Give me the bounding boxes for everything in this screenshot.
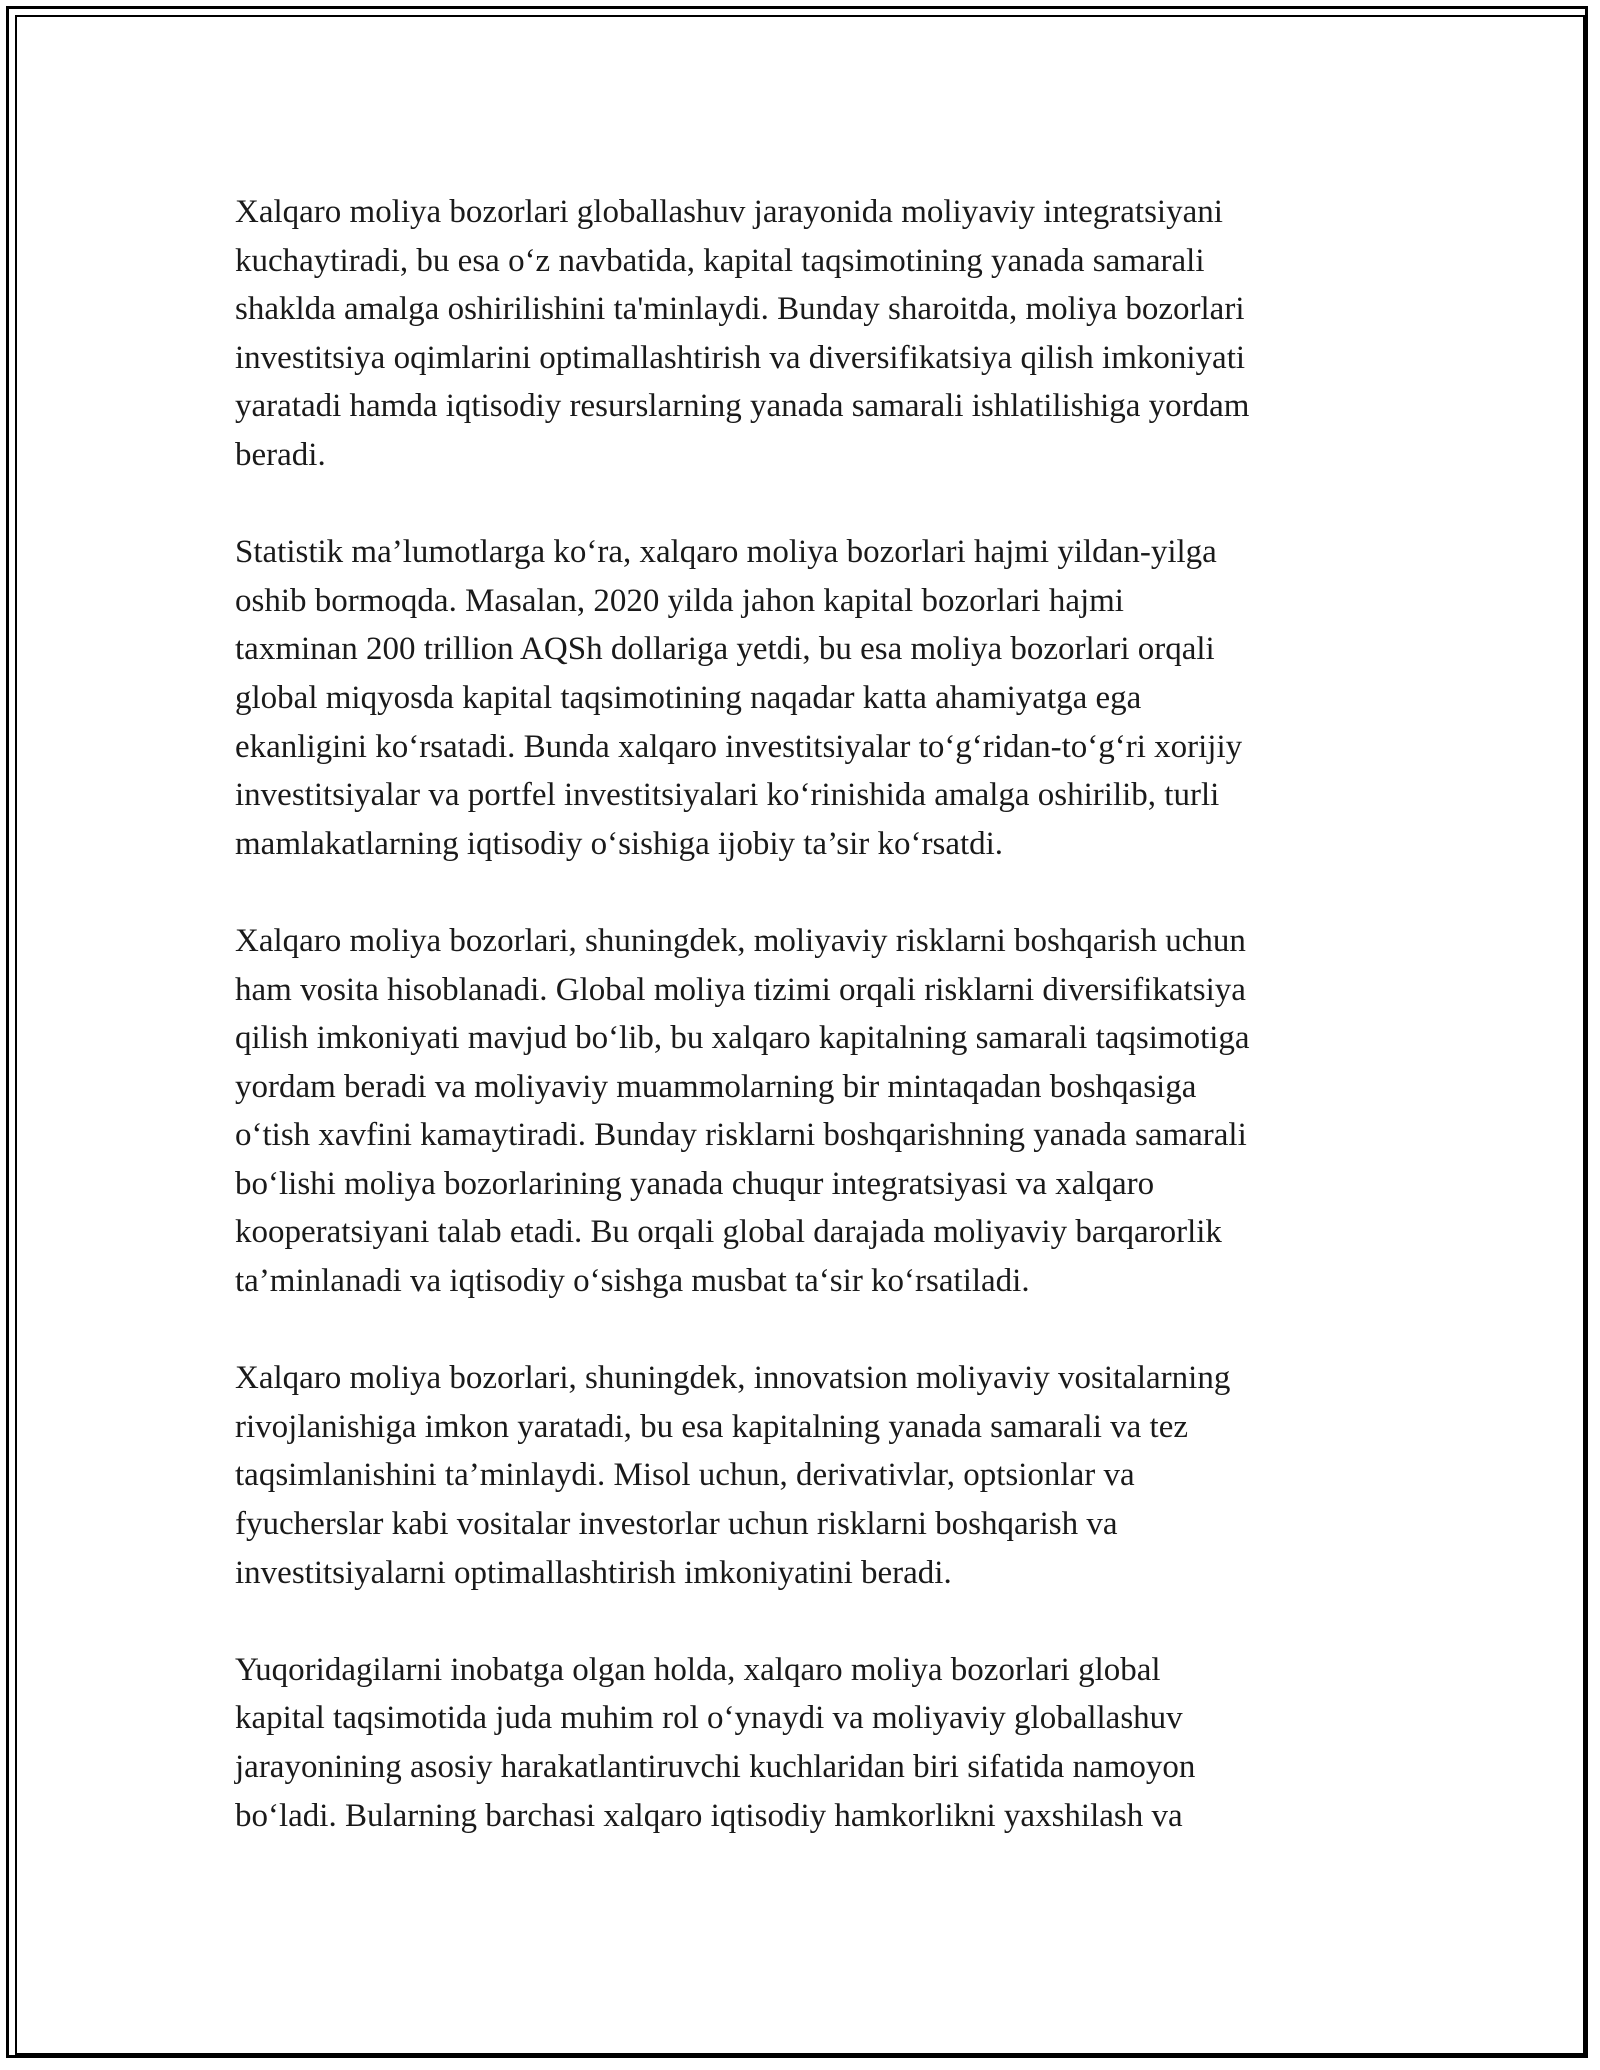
text-line: Statistik ma’lumotlarga ko‘ra, xalqaro moliya bozorlari hajmi yildan-yilga (235, 534, 1217, 571)
text-line: oshib bormoqda. Masalan, 2020 yilda jahon kapital bozorlari hajmi (235, 582, 1124, 619)
text-line: ham vosita hisoblanadi. Global moliya tizimi orqali risklarni diversifikatsiya (235, 971, 1246, 1008)
text-line: fyucherslar kabi vositalar investorlar uchun risklarni boshqarish va (235, 1506, 1118, 1543)
text-line: taqsimlanishini ta’minlaydi. Misol uchun, derivativlar, optsionlar va (235, 1457, 1135, 1494)
text-line: rivojlanishiga imkon yaratadi, bu esa kapitalning yanada samarali va tez (235, 1408, 1189, 1445)
text-line: yordam beradi va moliyaviy muammolarning bir mintaqadan boshqasiga (235, 1068, 1197, 1105)
text-line: kapital taqsimotida juda muhim rol o‘ynaydi va moliyaviy globallashuv (235, 1700, 1183, 1737)
text-line: kooperatsiyani talab etadi. Bu orqali global darajada moliyaviy barqarorlik (235, 1214, 1222, 1251)
text-line: investitsiyalar va portfel investitsiyalari ko‘rinishida amalga oshirilib, turli (235, 777, 1220, 814)
text-line: Xalqaro moliya bozorlari, shuningdek, innovatsion moliyaviy vositalarning (235, 1360, 1231, 1397)
text-line: Xalqaro moliya bozorlari, shuningdek, moliyaviy risklarni boshqarish uchun (235, 922, 1246, 959)
text-line: taxminan 200 trillion AQSh dollariga yetdi, bu esa moliya bozorlari orqali (235, 631, 1215, 668)
text-line: kuchaytiradi, bu esa o‘z navbatida, kapital taqsimotining yanada samarali (235, 242, 1205, 279)
text-line: bo‘ladi. Bularning barchasi xalqaro iqtisodiy hamkorlikni yaxshilash va (235, 1797, 1183, 1834)
paragraph-4 (235, 1354, 1375, 1597)
document-body (235, 188, 1375, 1889)
text-line: investitsiyalarni optimallashtirish imkoniyatini beradi. (235, 1554, 952, 1591)
paragraph-5 (235, 1646, 1375, 1840)
text-line: jarayonining asosiy harakatlantiruvchi kuchlaridan biri sifatida namoyon (235, 1749, 1196, 1785)
paragraph-3 (235, 917, 1375, 1306)
text-line: shaklda amalga oshirilishini ta'minlaydi. Bunday sharoitda, moliya bozorlari (235, 291, 1245, 328)
text-line: Xalqaro moliya bozorlari globallashuv jarayonida moliyaviy integratsiyani (235, 194, 1223, 230)
text-line: Yuqoridagilarni inobatga olgan holda, xalqaro moliya bozorlari global (235, 1651, 1161, 1688)
text-line: yaratadi hamda iqtisodiy resurslarning yanada samarali ishlatilishiga yordam (235, 388, 1250, 425)
text-line: mamlakatlarning iqtisodiy o‘sishiga ijobiy ta’sir ko‘rsatdi. (235, 825, 1004, 862)
text-line: global miqyosda kapital taqsimotining naqadar katta ahamiyatga ega (235, 679, 1142, 716)
text-line: beradi. (235, 436, 326, 473)
text-line: o‘tish xavfini kamaytiradi. Bunday risklarni boshqarishning yanada samarali (235, 1117, 1247, 1154)
text-line: qilish imkoniyati mavjud bo‘lib, bu xalqaro kapitalning samarali taqsimotiga (235, 1020, 1250, 1057)
text-line: bo‘lishi moliya bozorlarining yanada chuqur integratsiyasi va xalqaro (235, 1165, 1155, 1202)
text-line: ekanligini ko‘rsatadi. Bunda xalqaro investitsiyalar to‘g‘ridan-to‘g‘ri xorijiy (235, 728, 1243, 765)
paragraph-2 (235, 528, 1375, 868)
text-line: ta’minlanadi va iqtisodiy o‘sishga musbat ta‘sir ko‘rsatiladi. (235, 1263, 1030, 1300)
paragraph-1 (235, 188, 1375, 480)
text-line: investitsiya oqimlarini optimallashtirish va diversifikatsiya qilish imkoniyati (235, 339, 1246, 376)
